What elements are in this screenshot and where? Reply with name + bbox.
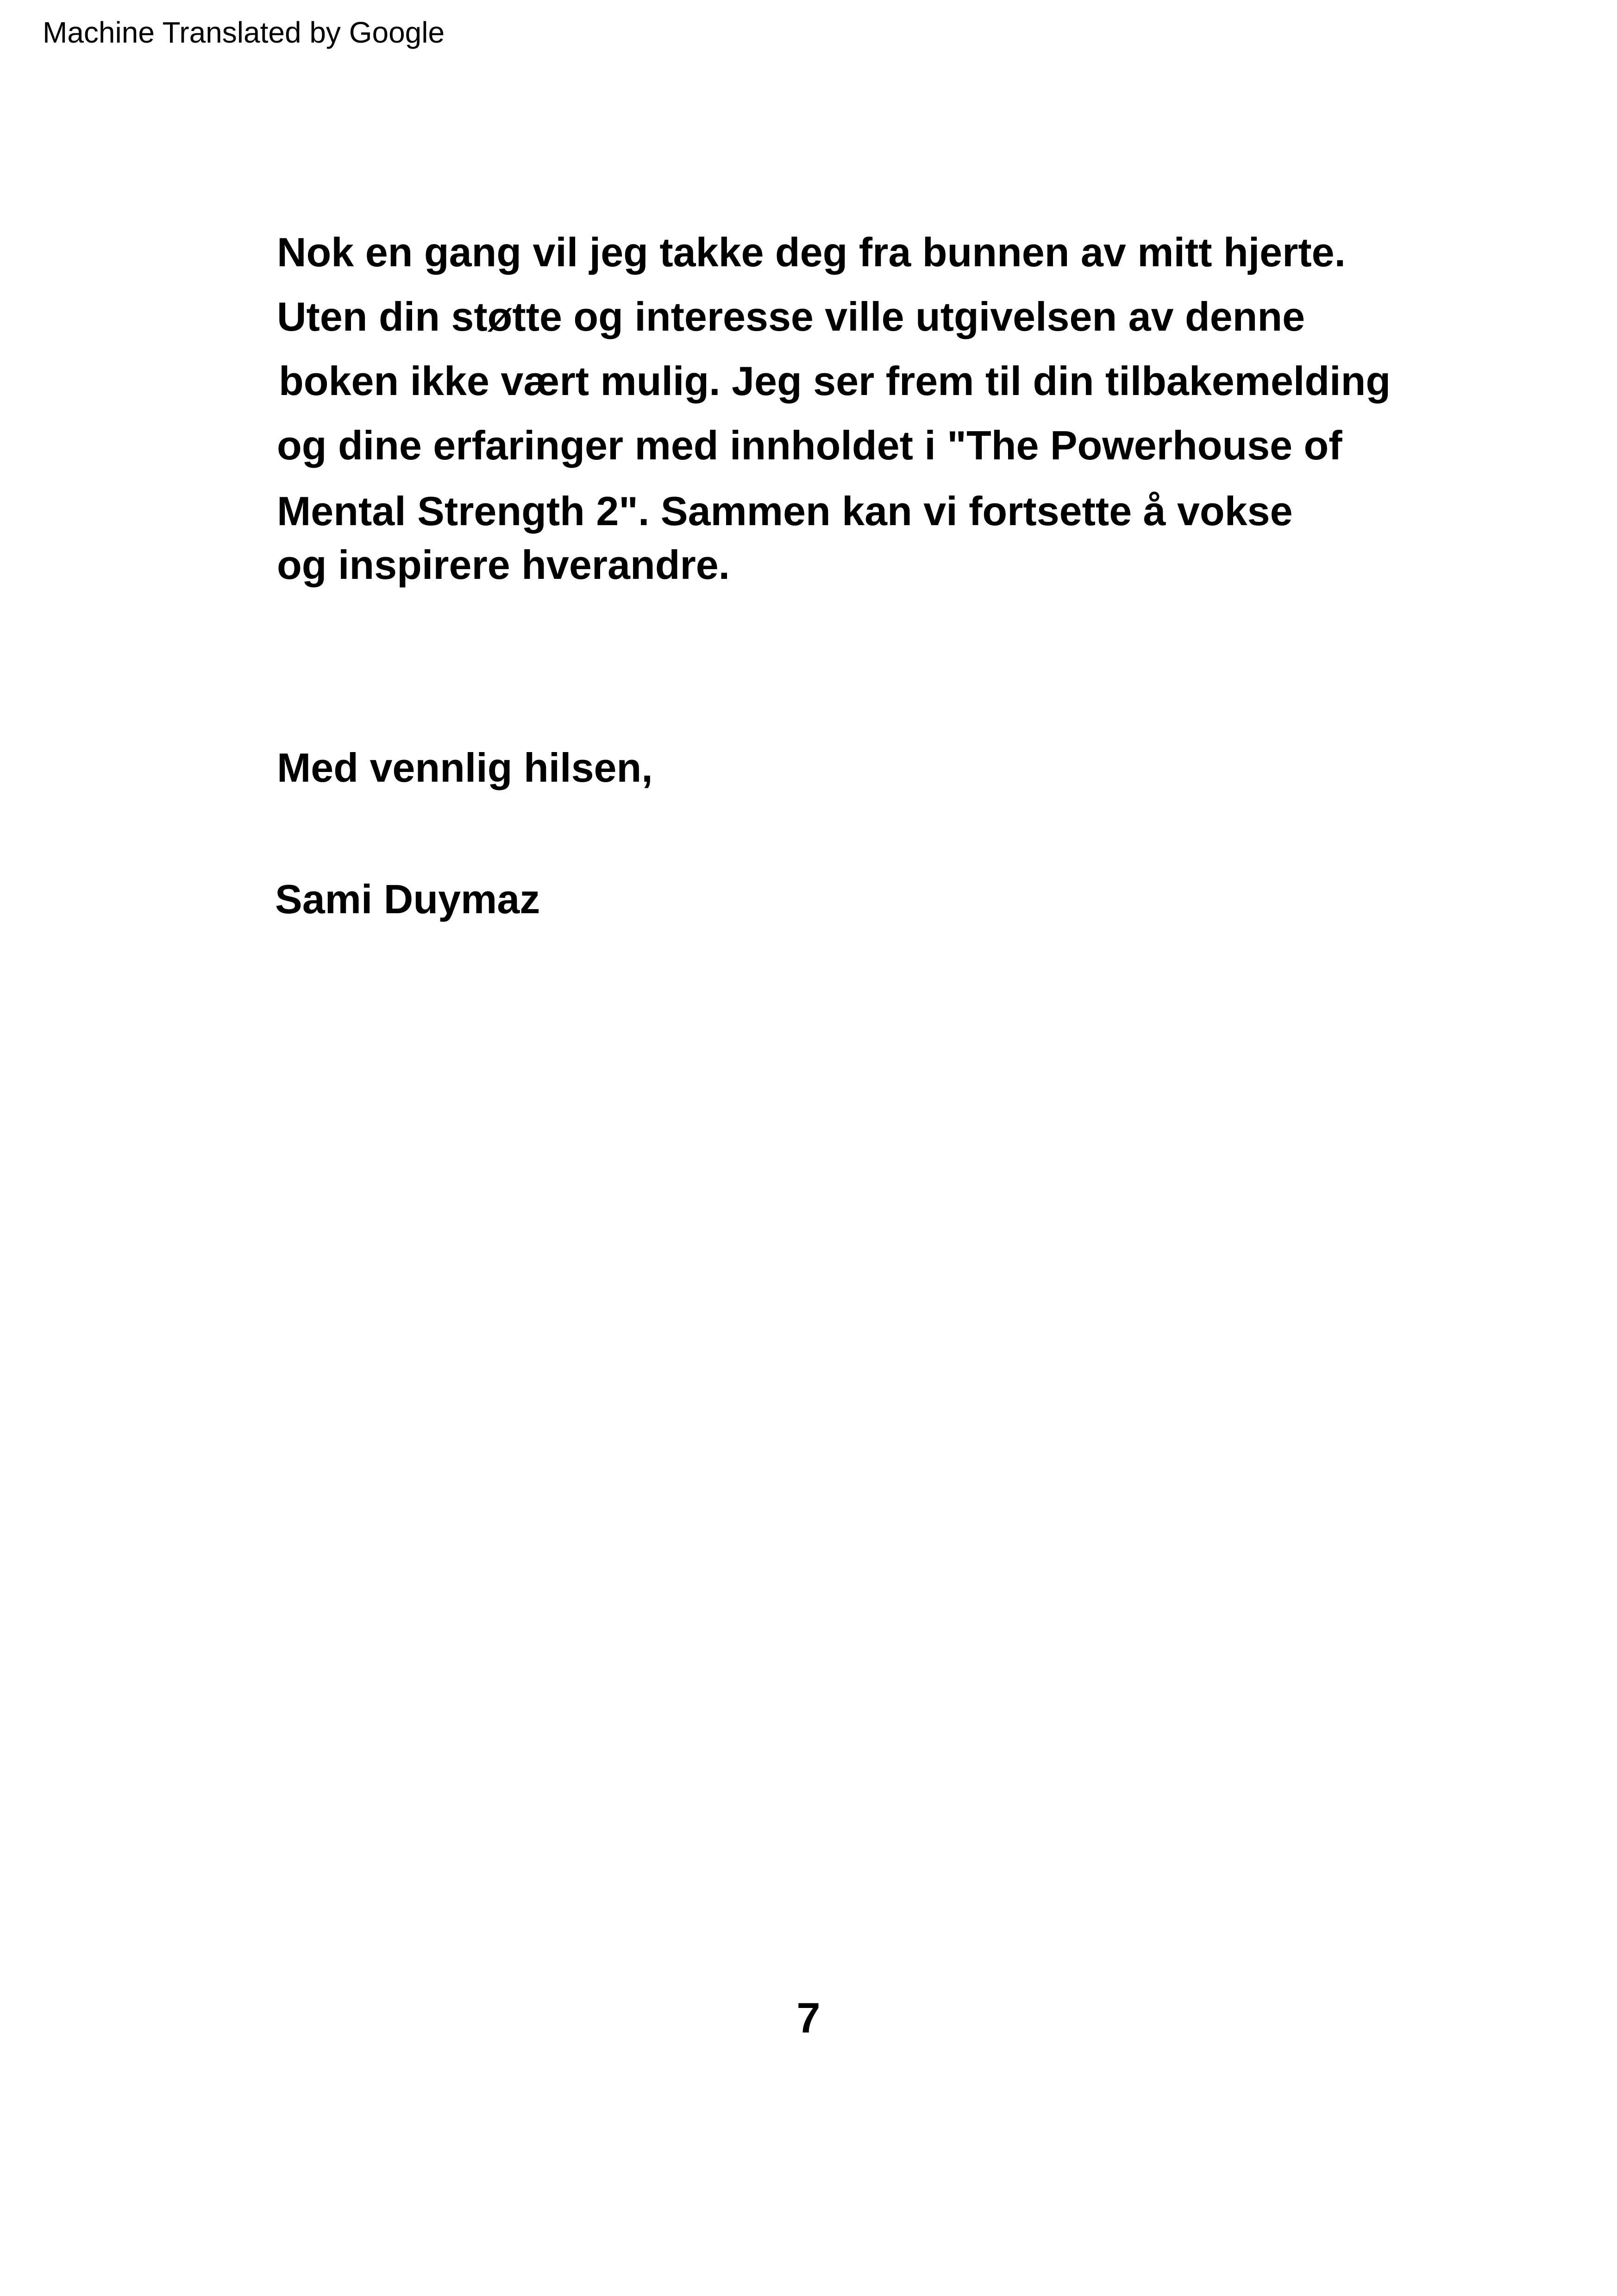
paragraph-line: og inspirere hverandre. bbox=[277, 542, 730, 588]
paragraph-line: Uten din støtte og interesse ville utgivelsen av denne bbox=[277, 294, 1305, 339]
paragraph-line: og dine erfaringer med innholdet i "The Powerhouse of bbox=[277, 422, 1342, 468]
machine-translation-banner: Machine Translated by Google bbox=[43, 16, 445, 49]
paragraph-line: boken ikke vært mulig. Jeg ser frem til din tilbakemelding bbox=[279, 358, 1391, 404]
author-signature: Sami Duymaz bbox=[275, 876, 540, 922]
paragraph-line: Mental Strength 2". Sammen kan vi fortsette å vokse bbox=[277, 488, 1293, 534]
page-number: 7 bbox=[796, 1995, 821, 2042]
closing-salutation: Med vennlig hilsen, bbox=[277, 745, 653, 790]
paragraph-line: Nok en gang vil jeg takke deg fra bunnen av mitt hjerte. bbox=[277, 229, 1346, 275]
